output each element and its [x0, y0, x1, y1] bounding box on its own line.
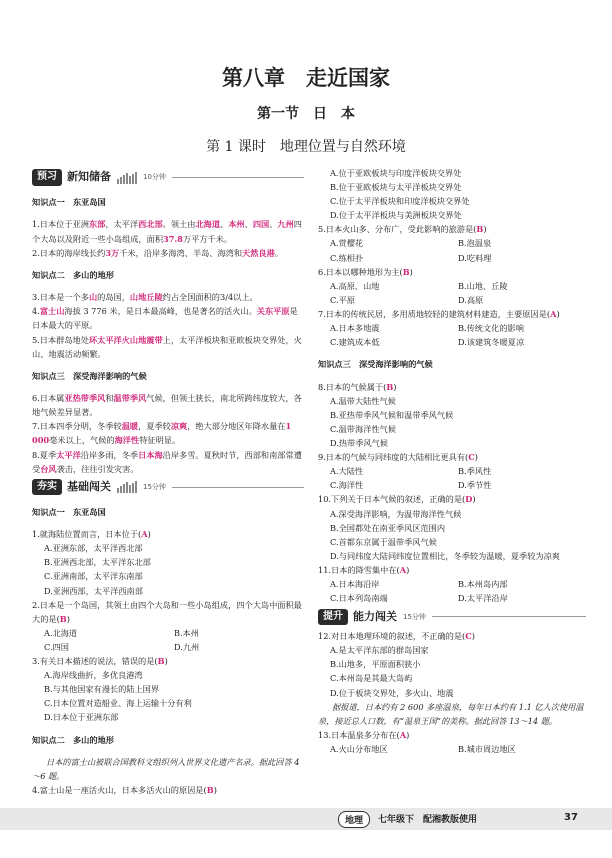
question: 4.富士山是一座活火山，日本多活火山的原因是(B) — [32, 785, 217, 796]
question: 6.日本以哪种地形为主(B) — [318, 266, 413, 277]
option: C.首都东京属于温带季风气候 — [330, 536, 437, 547]
answer: C — [465, 631, 472, 642]
option: A.深受海洋影响，为温带海洋性气候 — [330, 508, 462, 519]
option: D.位于太平洋板块与美洲板块交界处 — [330, 210, 462, 221]
question-text: 8.夏季 — [32, 449, 57, 460]
answer: A — [141, 529, 148, 540]
option: D.季节性 — [458, 480, 492, 491]
answer: A — [399, 564, 407, 575]
fill-in-answer: 凉爽 — [170, 421, 188, 432]
fill-in-answer: 亚热带季风 — [64, 393, 106, 404]
question — [32, 304, 304, 332]
question — [32, 419, 304, 447]
fill-in-answer: 海洋性 — [114, 435, 140, 446]
answer: A — [399, 729, 407, 740]
fill-in-answer: 山 — [88, 292, 98, 303]
option-row — [318, 478, 586, 492]
fill-in-answer: 本州 — [228, 219, 245, 230]
option: B.位于亚欧板块与太平洋板块交界处 — [330, 182, 462, 193]
section-header-title: 基础闯关 — [67, 480, 111, 494]
option-row — [318, 577, 586, 591]
fill-in-answer: 四国 — [252, 219, 270, 230]
option: A.赏樱花 — [330, 238, 364, 249]
option: D.亚洲西部，太平洋西南部 — [44, 585, 143, 596]
question: 3.有关日本描述的说法，错误的是(B) — [32, 656, 168, 667]
option: D.九州 — [174, 641, 200, 652]
knowledge-point: 知识点一 东亚岛国 — [32, 506, 106, 517]
question-text: 2.日本的海岸线长约 — [32, 247, 106, 258]
question-text: 12.对日本地理环境的叙述，不正确的是( — [318, 631, 466, 642]
question: 2.日本是一个岛国，其领土由四个大岛和一些小岛组成，四个大岛中面积最大的是(B) — [32, 599, 302, 624]
fill-in-answer: 西北部 — [138, 219, 163, 230]
question-text: 万平方千米。 — [182, 233, 233, 244]
option-row — [32, 640, 304, 654]
right-column — [318, 166, 586, 756]
option: B.亚热带季风气候和温带季风气候 — [330, 409, 454, 420]
page-number: 37 — [564, 812, 578, 823]
passage-note: 据报道，日本约有 2 600 多座温泉，每年日本约有 1.1 亿人次使用温泉，接近总人口数，有“温泉王国”的美称。据此回答 13～14 题。 — [318, 701, 584, 726]
question-text: ，太平洋 — [105, 219, 139, 230]
question-text: ，夏季较 — [138, 421, 171, 432]
question: 10.下列关于日本气候的叙述，正确的是(D) — [318, 494, 476, 505]
question-text: 7.日本的传统民居，多用质地较轻的建筑材料建造，主要原因是( — [318, 308, 551, 319]
question-text: 。领土由 — [162, 219, 196, 230]
question: 13.日本温泉多分布在(A) — [318, 729, 410, 740]
option-row — [318, 279, 586, 293]
question-text: 沿岸多雪。夏秋时节，西部和南部常遭受 — [32, 449, 302, 474]
question-text: 3.有关日本描述的说法，错误的是( — [32, 656, 158, 667]
question-text: 6.日本属 — [32, 393, 65, 404]
option: B.传统文化的影响 — [458, 323, 524, 334]
knowledge-point: 知识点三 深受海洋影响的气候 — [318, 359, 433, 370]
fill-in-answer: 富士山 — [39, 306, 65, 317]
question: 11.日本的降雪集中在(A) — [318, 564, 410, 575]
question-text: 上，太平洋板块和亚欧板块交界处，火山、地震活动频繁。 — [32, 334, 302, 359]
option: C.位于太平洋板块和印度洋板块交界处 — [330, 196, 470, 207]
option-row — [318, 335, 586, 349]
answer: D — [465, 494, 473, 505]
option: B.山地、丘陵 — [458, 280, 508, 291]
answer: B — [402, 266, 410, 277]
question: 7.日本的传统民居，多用质地较轻的建筑材料建造，主要原因是(A) — [318, 308, 560, 319]
fill-in-answer: 九州 — [277, 219, 294, 230]
option: B.亚洲西北部，太平洋东北部 — [44, 557, 151, 568]
question-text: 3.日本是一个多 — [32, 292, 89, 303]
question-text: 的岛国， — [97, 292, 130, 303]
knowledge-point: 知识点三 深受海洋影响的气候 — [32, 370, 147, 381]
question-text: 千米，沿岸多海湾、半岛、海湾和 — [119, 247, 243, 258]
knowledge-point: 知识点二 多山的地形 — [32, 269, 114, 280]
bars-icon — [117, 172, 137, 184]
footer-bar — [0, 808, 612, 830]
divider — [172, 487, 304, 488]
option: B.泡温泉 — [458, 238, 492, 249]
option: A.日本多地震 — [330, 323, 380, 334]
question-text: 特征明显。 — [139, 435, 181, 446]
question-text: 11.日本的降雪集中在( — [318, 564, 400, 575]
question-text: 1.就海陆位置而言，日本位于( — [32, 529, 142, 540]
option: A.海岸线曲折，多优良港湾 — [44, 670, 143, 681]
fill-in-answer: 山地丘陵 — [129, 292, 163, 303]
option: D.日本位于亚洲东部 — [44, 712, 119, 723]
option: B.季风性 — [458, 466, 492, 477]
question — [32, 290, 304, 304]
answer: A — [550, 308, 557, 319]
option: C.日本列岛南端 — [330, 593, 388, 604]
question-text: 4. — [32, 306, 40, 317]
option: B.山地多，平原面积狭小 — [330, 659, 421, 670]
question-text: ，绝大部分地区年降水量在 — [187, 421, 286, 432]
question-text: 13.日本温泉多分布在( — [318, 729, 400, 740]
question-text: 袭击，往往引发灾害。 — [56, 463, 139, 474]
knowledge-point: 知识点二 多山的地形 — [32, 734, 114, 745]
lesson-title: 第 1 课时 地理位置与自然环境 — [206, 139, 406, 155]
section-header-title: 能力闯关 — [353, 609, 397, 623]
option: A.日本海沿岸 — [330, 579, 380, 589]
question-text: 和 — [105, 393, 114, 404]
section-time: 15分钟 — [143, 483, 166, 492]
option: D.太平洋沿岸 — [458, 593, 508, 604]
section-header-advanced — [318, 607, 586, 626]
divider — [172, 177, 304, 178]
question-text: 约占全国面积的3/4以上。 — [162, 292, 258, 303]
option-row — [318, 321, 586, 335]
option: C.日本位置对造船业、海上运输十分有利 — [44, 698, 192, 709]
option-row — [318, 742, 586, 756]
question-text: 5.日本群岛地处 — [32, 334, 89, 345]
question-text: 5.日本火山多、分布广，受此影响的旅游是( — [318, 224, 477, 235]
option-row — [32, 626, 304, 640]
option-row — [318, 464, 586, 478]
option: C.建筑成本低 — [330, 337, 380, 348]
question: 9.日本的气候与同纬度的大陆相比更具有(C) — [318, 452, 478, 463]
fill-in-answer: 太平洋 — [56, 449, 81, 460]
section-header-basic — [32, 478, 304, 497]
option: D.该建筑冬暖夏凉 — [458, 337, 525, 348]
chapter-title: 第八章 走近国家 — [222, 66, 390, 90]
section-badge: 预习 — [32, 169, 62, 185]
option: D.热带季风气候 — [330, 438, 388, 449]
bars-icon — [117, 481, 137, 493]
option: B.本州岛内部 — [458, 579, 508, 589]
fill-in-answer: 东部 — [88, 219, 106, 230]
question-text: 。 — [274, 247, 283, 258]
fill-in-answer: 台风 — [40, 463, 57, 474]
question: 5.日本火山多、分布广，受此影响的旅游是(B) — [318, 224, 487, 235]
option: D.与同纬度大陆同纬度位置相比，冬季较为温暖，夏季较为凉爽 — [330, 550, 560, 561]
fill-in-answer: 天然良港 — [242, 247, 275, 258]
question: 1.就海陆位置而言，日本位于(A) — [32, 529, 151, 540]
question-text: 1.日本位于亚洲 — [32, 219, 89, 230]
passage-note: 日本的富士山被联合国教科文组织列入世界文化遗产名录。据此回答 4～6 题。 — [32, 756, 300, 782]
option: C.海洋性 — [330, 480, 364, 491]
fill-in-answer: 环太平洋火山地震带 — [88, 334, 163, 345]
option: C.平原 — [330, 294, 355, 305]
fill-in-answer: 1 000 — [32, 421, 292, 446]
fill-in-answer: 温带季风 — [113, 393, 147, 404]
question — [32, 448, 304, 476]
question-text: 2.日本是一个岛国，其领土由四个大岛和一些小岛组成，四个大岛中面积最大的是( — [32, 599, 302, 624]
option: B.与其他国家有漫长的陆上国界 — [44, 684, 160, 695]
option: A.高原、山地 — [330, 280, 380, 291]
question-text: 7.日本四季分明，冬季较 — [32, 421, 122, 432]
option: D.高原 — [458, 294, 484, 305]
left-column — [32, 166, 304, 797]
option: A.大陆性 — [330, 466, 364, 477]
question — [32, 391, 304, 419]
option: A.北海道 — [44, 627, 78, 638]
question — [32, 246, 304, 260]
section-time: 10分钟 — [143, 173, 166, 182]
fill-in-answer: 关东平原 — [256, 306, 290, 317]
fill-in-answer: 温暖 — [121, 421, 139, 432]
option-row — [318, 591, 586, 605]
question-text: 6.日本以哪种地形为主( — [318, 266, 403, 277]
footer-text: 七年级下 配湘教版使用 — [378, 815, 478, 825]
fill-in-answer: 3万 — [105, 247, 120, 258]
option: C.练相扑 — [330, 252, 364, 263]
section-time: 15分钟 — [403, 612, 426, 621]
option-row — [318, 251, 586, 265]
knowledge-point: 知识点一 东亚岛国 — [32, 197, 106, 208]
option: A.位于亚欧板块与印度洋板块交界处 — [330, 168, 462, 178]
divider — [432, 616, 586, 617]
answer: C — [468, 452, 475, 463]
option: C.本州岛是其最大岛屿 — [330, 673, 413, 684]
question-text: 、 — [244, 219, 253, 230]
question-text: 气候，但领土狭长，南北所跨纬度较大，各地气候差异显著。 — [32, 393, 302, 418]
section-title: 第一节 日 本 — [257, 106, 355, 122]
option: D.位于板块交界处，多火山、地震 — [330, 687, 454, 698]
option: C.四国 — [44, 641, 69, 652]
section-badge: 夯实 — [32, 479, 62, 495]
answer: B — [206, 785, 214, 796]
footer-logo: 地理 — [338, 811, 370, 828]
option: A.火山分布地区 — [330, 743, 388, 754]
question-text: 9.日本的气候与同纬度的大陆相比更具有( — [318, 452, 469, 463]
section-badge: 提升 — [318, 609, 348, 625]
section-header-preview — [32, 168, 304, 187]
answer: B — [59, 613, 67, 624]
option: C.温带海洋性气候 — [330, 423, 396, 434]
question — [32, 217, 304, 245]
option-row — [318, 236, 586, 250]
section-header-title: 新知储备 — [67, 170, 111, 184]
question-text: 10.下列关于日本气候的叙述，正确的是( — [318, 494, 466, 505]
question-text: 8.日本的气候属于( — [318, 381, 387, 392]
option: C.亚洲南部，太平洋东南部 — [44, 571, 143, 582]
fill-in-answer: 北海道 — [195, 219, 221, 230]
fill-in-answer: 37.8 — [163, 233, 183, 244]
option: A.温带大陆性气候 — [330, 395, 396, 406]
question: 12.对日本地理环境的叙述，不正确的是(C) — [318, 631, 475, 642]
question-text: 沿岸多雨，冬季 — [80, 449, 139, 460]
question-text: 、 — [269, 219, 278, 230]
option: B.本州 — [174, 627, 199, 638]
option: B.城市周边地区 — [458, 743, 516, 754]
answer: B — [386, 381, 394, 392]
fill-in-answer: 日本海 — [138, 449, 163, 460]
option-row — [318, 293, 586, 307]
answer: B — [157, 656, 165, 667]
question-text: 海拔 3 776 米，是日本最高峰，也是著名的活火山。 — [64, 306, 257, 317]
option: B.全国都处在南亚季风区范围内 — [330, 522, 446, 533]
question-text: 4.富士山是一座活火山，日本多活火山的原因是( — [32, 785, 207, 796]
answer: B — [476, 224, 484, 235]
question-text: 是日本最大的平原。 — [32, 306, 298, 331]
question — [32, 333, 304, 361]
question-text: 毫米以上，气候的 — [49, 435, 115, 446]
question-text: 四个大岛以及附近一些小岛组成，面积 — [32, 219, 302, 244]
option: A.是太平洋东部的群岛国家 — [330, 645, 429, 656]
question: 8.日本的气候属于(B) — [318, 381, 397, 392]
question-text: 、 — [220, 219, 229, 230]
option: A.亚洲东部，太平洋西北部 — [44, 543, 143, 554]
option: D.吃料理 — [458, 252, 492, 263]
